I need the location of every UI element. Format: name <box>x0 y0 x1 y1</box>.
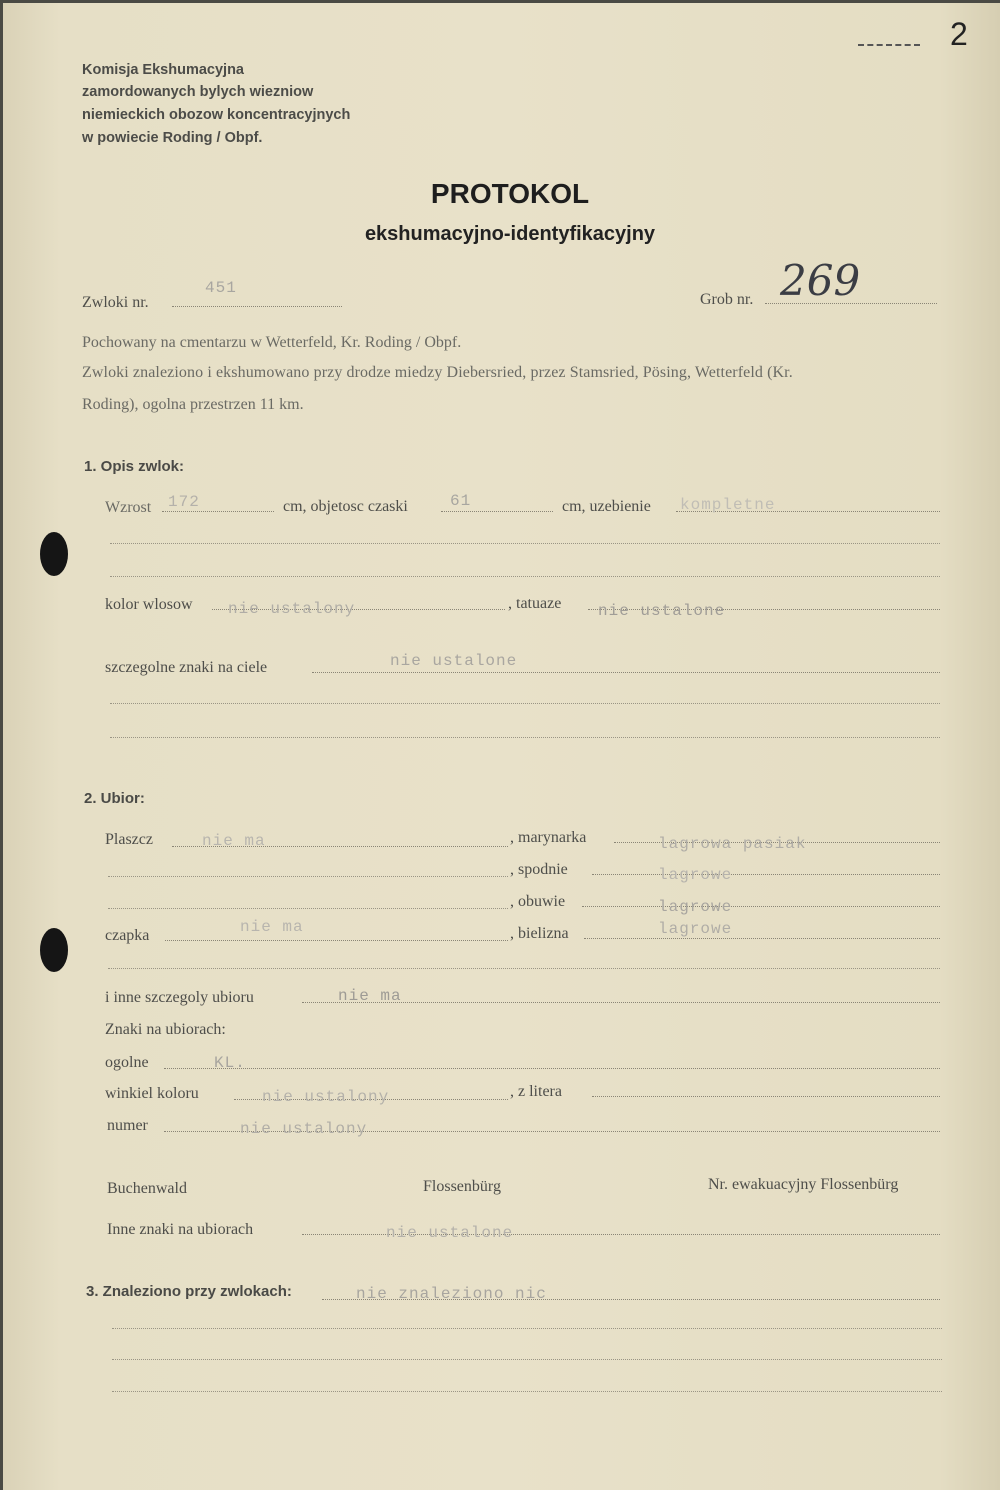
obuwie-label: , obuwie <box>510 893 566 910</box>
org-line-2: zamordowanych bylych wiezniow <box>82 84 314 100</box>
document-title: PROTOKOL <box>430 178 590 209</box>
zwloki-label: Zwloki nr. <box>82 294 149 311</box>
cm-czaska-label: cm, objetosc czaski <box>283 498 408 515</box>
winkiel-label: winkiel koloru <box>105 1085 199 1102</box>
scan-top-edge <box>0 0 1000 3</box>
cm-uzebienie-label: cm, uzebienie <box>562 498 651 515</box>
czapka-value: nie ma <box>240 918 304 936</box>
wzrost-value: 172 <box>168 493 200 511</box>
intro-line-2: Zwloki znaleziono i ekshumowano przy drodze miedzy Diebersried, przez Stamsried, Pösing, Wetterfeld (Kr. <box>82 364 793 381</box>
inne-znaki-label: Inne znaki na ubiorach <box>107 1221 254 1238</box>
blank-line <box>110 543 940 544</box>
tatuaze-label: , tatuaze <box>508 595 562 612</box>
blank-line <box>110 703 940 704</box>
blank-line <box>108 876 508 877</box>
blank-line <box>110 576 940 577</box>
punch-hole-top <box>40 532 68 576</box>
obuwie-dots <box>582 906 940 907</box>
bielizna-value: lagrowe <box>658 920 733 938</box>
ogolne-label: ogolne <box>105 1054 149 1071</box>
wzrost-dots <box>162 511 274 512</box>
punch-hole-bottom <box>40 928 68 972</box>
blank-line <box>110 737 940 738</box>
inne-znaki-value: nie ustalone <box>386 1224 514 1242</box>
org-line-3: niemieckich obozow koncentracyjnych <box>82 107 351 123</box>
flossenburg-label: Flossenbürg <box>423 1178 501 1195</box>
znaki-ciala-dots <box>312 672 940 673</box>
czapka-dots <box>165 940 508 941</box>
blank-line <box>112 1359 942 1360</box>
spodnie-dots <box>592 874 940 875</box>
zwloki-dots <box>172 306 342 307</box>
section-2-heading: 2. Ubior: <box>84 790 145 807</box>
ogolne-dots <box>164 1068 940 1069</box>
zwloki-value: 451 <box>205 279 237 297</box>
org-line-1: Komisja Ekshumacyjna <box>82 62 244 78</box>
inne-szczegoly-label: i inne szczegoly ubioru <box>105 989 254 1006</box>
tatuaze-value: nie ustalone <box>598 602 726 620</box>
plaszcz-value: nie ma <box>202 832 266 850</box>
ewakuacyjny-label: Nr. ewakuacyjny Flossenbürg <box>708 1176 899 1193</box>
numer-value: nie ustalony <box>240 1120 368 1138</box>
section-1-heading: 1. Opis zwlok: <box>84 458 185 475</box>
uzebienie-value: kompletne <box>680 496 776 514</box>
spodnie-label: , spodnie <box>510 861 568 878</box>
corner-marks <box>858 44 920 46</box>
blank-line <box>108 908 508 909</box>
bielizna-dots <box>584 938 940 939</box>
numer-label: numer <box>107 1117 148 1134</box>
blank-line <box>108 968 940 969</box>
blank-line <box>112 1391 942 1392</box>
czaska-value: 61 <box>450 492 472 510</box>
intro-line-1: Pochowany na cmentarzu w Wetterfeld, Kr. Roding / Obpf. <box>82 334 462 351</box>
grob-value: 269 <box>780 256 861 305</box>
intro-line-3: Roding), ogolna przestrzen 11 km. <box>82 396 304 413</box>
grob-label: Grob nr. <box>700 291 754 308</box>
marynarka-value: lagrowa pasiak <box>658 835 807 853</box>
plaszcz-label: Plaszcz <box>105 831 153 848</box>
znaki-ciala-label: szczegolne znaki na ciele <box>105 659 268 676</box>
bielizna-label: , bielizna <box>510 925 569 942</box>
marynarka-label: , marynarka <box>510 829 587 846</box>
document-subtitle: ekshumacyjno-identyfikacyjny <box>364 223 656 245</box>
spodnie-value: lagrowe <box>658 866 733 884</box>
inne-szczegoly-value: nie ma <box>338 987 402 1005</box>
blank-line <box>112 1328 942 1329</box>
section-3-value: nie znaleziono nic <box>356 1285 547 1303</box>
winkiel-value: nie ustalony <box>262 1088 390 1106</box>
obuwie-value: lagrowe <box>658 898 733 916</box>
znaki-ubiory-heading: Znaki na ubiorach: <box>105 1021 226 1038</box>
buchenwald-label: Buchenwald <box>107 1180 187 1197</box>
znaki-ciala-value: nie ustalone <box>390 652 518 670</box>
section-3-heading: 3. Znaleziono przy zwlokach: <box>86 1283 292 1300</box>
page-number: 2 <box>950 16 968 52</box>
litera-label: , z litera <box>510 1083 562 1100</box>
czapka-label: czapka <box>105 927 150 944</box>
czaska-dots <box>441 511 553 512</box>
ogolne-value: KL. <box>214 1054 246 1072</box>
kolor-label: kolor wlosow <box>105 596 193 613</box>
litera-dots <box>592 1096 940 1097</box>
org-line-4: w powiecie Roding / Obpf. <box>82 130 263 146</box>
kolor-value: nie ustalony <box>228 600 356 618</box>
wzrost-label: Wzrost <box>105 499 152 516</box>
